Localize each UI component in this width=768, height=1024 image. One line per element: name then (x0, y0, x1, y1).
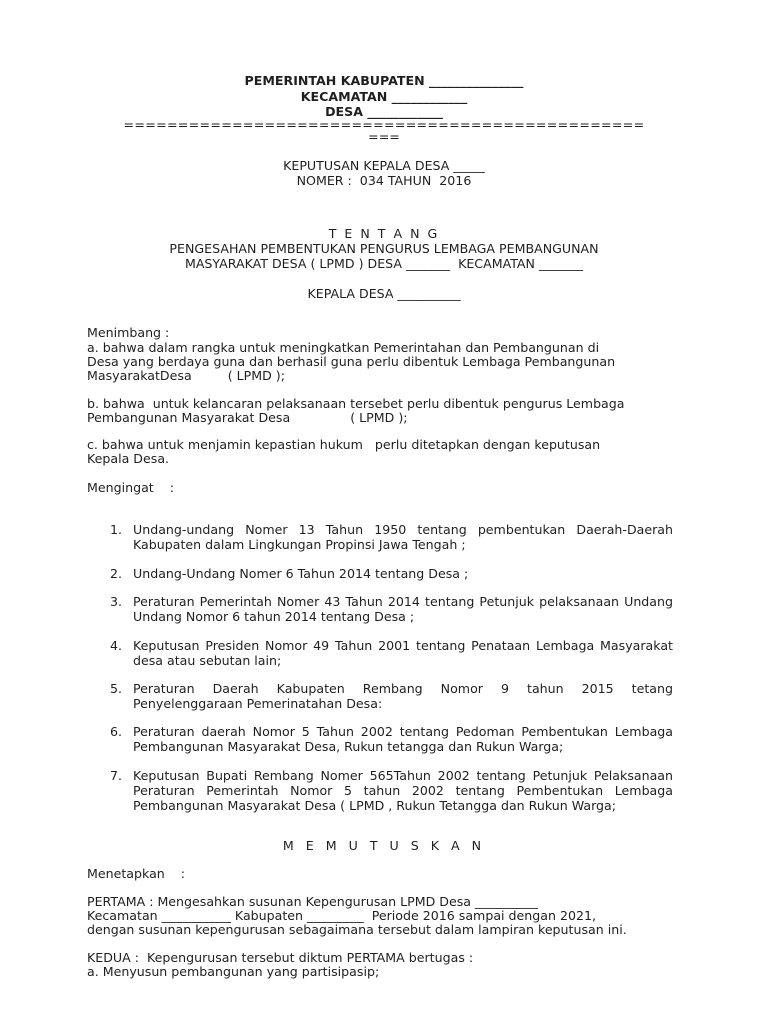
list-item-number: 2. (110, 566, 123, 581)
subject-line-1: PENGESAHAN PEMBENTUKAN PENGURUS LEMBAGA PEMBANGUNAN (169, 241, 599, 256)
header-rule-continued: === (368, 129, 400, 144)
menimbang-a-line-2: Desa yang berdaya guna dan berhasil guna perlu dibentuk Lembaga Pembangunan (87, 354, 616, 369)
list-item-number: 4. (110, 638, 123, 653)
pertama-line-1: PERTAMA : Mengesahkan susunan Kepengurusan LPMD Desa __________ (87, 894, 538, 909)
pertama-line-2: Kecamatan ___________ Kabupaten _________ Periode 2016 sampai dengan 2021, (87, 908, 597, 923)
list-item-text: Undang-undang Nomer 13 Tahun 1950 tentang pembentukan Daerah-Daerah Kabupaten dalam Lingkungan Propinsi Jawa Tengah ; (133, 522, 673, 552)
mengingat-heading: Mengingat : (87, 480, 174, 495)
list-item-number: 3. (110, 594, 123, 609)
subject-line-2: MASYARAKAT DESA ( LPMD ) DESA _______ KECAMATAN _______ (184, 256, 584, 271)
header-rule: ================================================ (123, 117, 645, 132)
decision-number: NOMER : 034 TAHUN 2016 (296, 173, 472, 188)
list-item-text: Keputusan Presiden Nomor 49 Tahun 2001 tentang Penataan Lembaga Masyarakat desa atau sebutan lain; (133, 638, 673, 668)
menimbang-a-line-1: a. bahwa dalam rangka untuk meningkatkan Pemerintahan dan Pembangunan di (87, 340, 600, 355)
signer-title: KEPALA DESA __________ (307, 286, 461, 301)
pertama-line-3: dengan susunan kepengurusan sebagaimana tersebut dalam lampiran keputusan ini. (87, 922, 627, 937)
decision-title: KEPUTUSAN KEPALA DESA _____ (283, 158, 485, 173)
list-item-text: Keputusan Bupati Rembang Nomer 565Tahun 2002 tentang Petunjuk Pelaksanaan Peraturan Pemerintah Nomor 5 tahun 2002 tentang Pembentukan Lembaga Pembangunan Masyarakat Desa ( LPMD , Rukun Tetangga dan Rukun Warga; (133, 768, 673, 813)
menimbang-c-line-2: Kepala Desa. (87, 451, 170, 466)
list-item-text: Peraturan Daerah Kabupaten Rembang Nomor 9 tahun 2015 tetang Penyelenggaraan Pemerinatahan Desa: (133, 681, 673, 711)
list-item-number: 1. (110, 522, 123, 537)
kedua-line-1: KEDUA : Kepengurusan tersebut diktum PERTAMA bertugas : (87, 950, 474, 965)
menimbang-b-line-1: b. bahwa untuk kelancaran pelaksanaan tersebet perlu dibentuk pengurus Lembaga (87, 396, 625, 411)
menimbang-c-line-1: c. bahwa untuk menjamin kepastian hukum perlu ditetapkan dengan keputusan (87, 437, 601, 452)
list-item-text: Peraturan Pemerintah Nomer 43 Tahun 2014 tentang Petunjuk pelaksanaan Undang Undang Nomor 6 tahun 2014 tentang Desa ; (133, 594, 673, 624)
menimbang-heading: Menimbang : (87, 325, 170, 340)
header-line-kecamatan: KECAMATAN ____________ (300, 89, 468, 104)
list-item-text: Undang-Undang Nomer 6 Tahun 2014 tentang Desa ; (133, 566, 469, 581)
list-item-number: 7. (110, 768, 123, 783)
memutuskan-heading: M E M U T U S K A N (282, 838, 486, 853)
kedua-line-2: a. Menyusun pembangunan yang partisipasip; (87, 964, 380, 979)
header-line-desa: DESA ____________ (325, 104, 443, 119)
list-item-number: 5. (110, 681, 123, 696)
list-item-text: Peraturan daerah Nomor 5 Tahun 2002 tentang Pedoman Pembentukan Lembaga Pembangunan Masyarakat Desa, Rukun tetangga dan Rukun Warga; (133, 724, 673, 754)
header-line-kabupaten: PEMERINTAH KABUPATEN _______________ (244, 73, 524, 88)
menimbang-a-line-3: MasyarakatDesa ( LPMD ); (87, 368, 285, 383)
menetapkan-label: Menetapkan : (87, 866, 186, 881)
list-item-number: 6. (110, 724, 123, 739)
menimbang-b-line-2: Pembangunan Masyarakat Desa ( LPMD ); (87, 410, 408, 425)
subject-label: T E N T A N G (328, 226, 440, 241)
